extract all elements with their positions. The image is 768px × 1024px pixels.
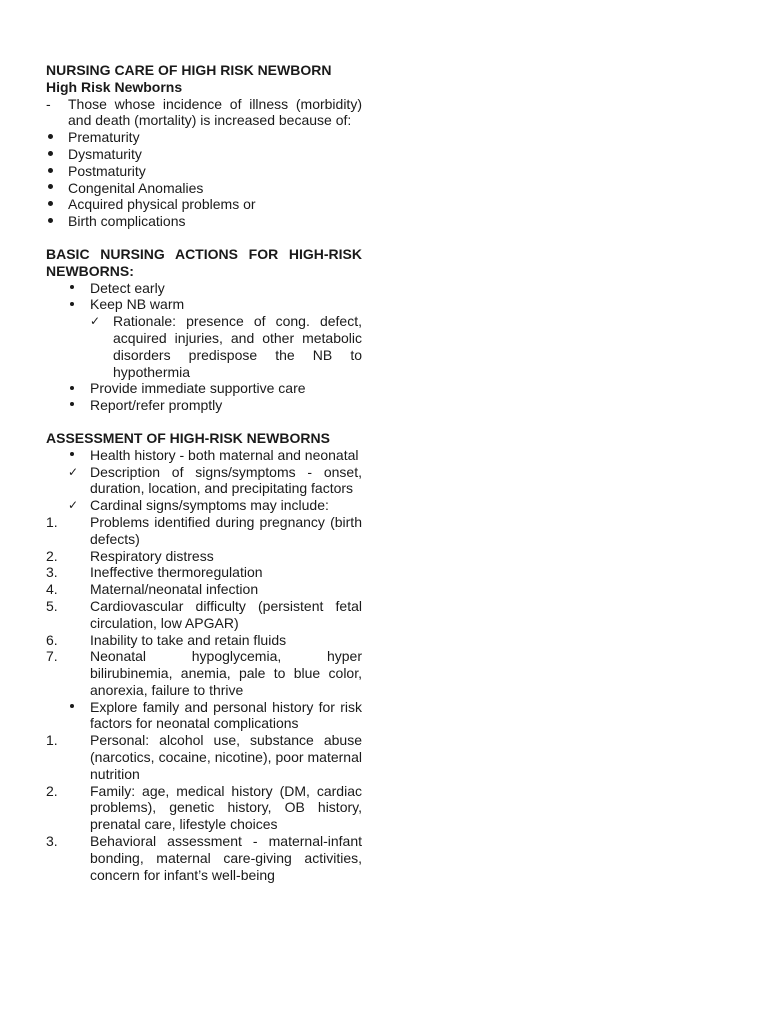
bullet-icon (68, 280, 90, 297)
numbered-item: 2. Respiratory distress (46, 547, 214, 564)
item-number: 3. (46, 833, 58, 850)
document-title: NURSING CARE OF HIGH RISK NEWBORN (46, 62, 332, 78)
check-icon: ✓ (68, 498, 79, 513)
dash-marker: - (46, 95, 51, 112)
assessment-heading: ASSESSMENT OF HIGH-RISK NEWBORNS (46, 429, 330, 446)
bullet-icon (46, 213, 68, 230)
item-number: 5. (46, 597, 58, 614)
bullet-icon (68, 380, 90, 397)
list-item: Report/refer promptly (46, 397, 362, 414)
numbered-item: 2. Family: age, medical history (DM, cardiac problems), genetic history, OB history, prenatal care, lifestyle choices (46, 782, 362, 833)
item-number: 2. (46, 782, 58, 799)
list-item: Postmaturity (46, 163, 362, 180)
numbered-item: 7. Neonatal hypoglycemia, hyper bilirubinemia, anemia, pale to blue color, anorexia, failure to thrive (46, 648, 362, 698)
bullet-icon (46, 196, 68, 213)
item-number: 7. (46, 648, 58, 665)
list-item: Birth complications (46, 213, 362, 230)
numbered-item: 5. Cardiovascular difficulty (persistent fetal circulation, low APGAR) (46, 597, 362, 631)
list-item: Congenital Anomalies (46, 180, 362, 197)
item-number: 1. (46, 732, 58, 749)
list-item: Prematurity (46, 129, 362, 146)
item-number: 6. (46, 631, 58, 648)
list-item: Keep NB warm (46, 296, 362, 313)
check-item: ✓ Cardinal signs/symptoms may include: (68, 497, 329, 514)
rationale-text: Rationale: presence of cong. defect, acquired injuries, and other metabolic disorders predispose the NB to hypothermia (113, 313, 362, 380)
item-number: 1. (46, 513, 58, 530)
item-number: 2. (46, 547, 58, 564)
numbered-item: 3. Ineffective thermoregulation (46, 564, 263, 581)
list-item: Acquired physical problems or (46, 196, 362, 213)
basic-actions-heading: BASIC NURSING ACTIONS FOR HIGH-RISK NEWBORNS: (46, 245, 362, 279)
document-page (46, 62, 362, 883)
bullet-icon (68, 447, 90, 464)
bullet-icon (68, 397, 90, 414)
bullet-icon (46, 180, 68, 197)
intro-text: Those whose incidence of illness (morbidity) and death (mortality) is increased because of: (68, 95, 362, 129)
numbered-item: 4. Maternal/neonatal infection (46, 581, 259, 598)
list-item: Explore family and personal history for risk factors for neonatal complications (46, 699, 362, 733)
check-icon: ✓ (90, 314, 101, 329)
bullet-icon (46, 146, 68, 163)
item-number: 3. (46, 564, 58, 581)
numbered-item: 6. Inability to take and retain fluids (46, 631, 287, 648)
list-item: Detect early (46, 280, 362, 297)
list-item: Dysmaturity (46, 146, 362, 163)
bullet-icon (46, 163, 68, 180)
numbered-item: 1. Personal: alcohol use, substance abuse (narcotics, cocaine, nicotine), poor maternal nutrition (46, 732, 362, 782)
bullet-icon (68, 296, 90, 313)
section-subtitle: High Risk Newborns (46, 78, 183, 95)
list-item: Provide immediate supportive care (46, 380, 362, 397)
intro-item (46, 96, 362, 130)
check-item: ✓ Description of signs/symptoms - onset, duration, location, and precipitating factors (68, 463, 362, 497)
list-item: Health history - both maternal and neonatal (46, 447, 362, 464)
item-number: 4. (46, 581, 58, 598)
check-icon: ✓ (68, 464, 79, 479)
bullet-icon (46, 129, 68, 146)
numbered-item: 3. Behavioral assessment - maternal-infant bonding, maternal care-giving activities, concern for infant’s well-being (46, 833, 362, 883)
rationale-item (46, 313, 362, 380)
numbered-item: 1. Problems identified during pregnancy (birth defects) (46, 513, 362, 547)
bullet-icon (68, 699, 90, 716)
